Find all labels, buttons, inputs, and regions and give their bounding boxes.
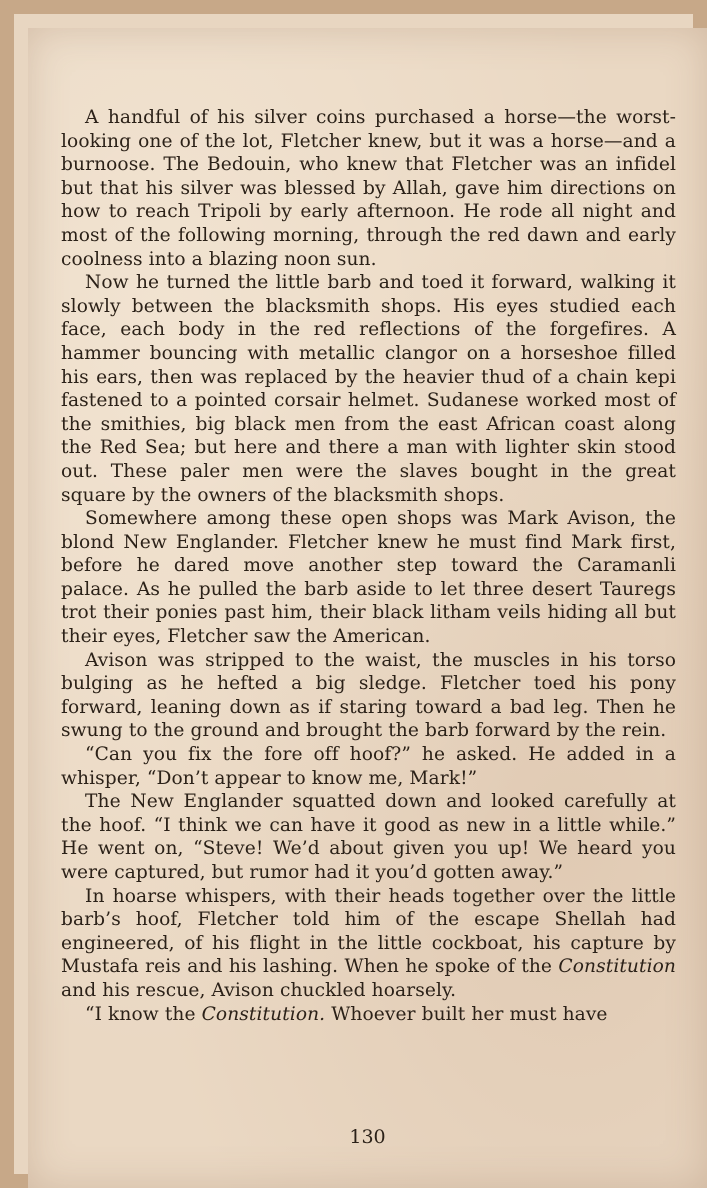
paragraph-1: A handful of his silver coins purchased a horse—the worst-looking one of the lot, Fletcher knew, but it was a horse—and a burnoose. The Bedouin, who knew that Fletcher was an infidel but that his silver was blessed by Allah, gave him directions on how to reach Tripoli by early afternoon. He rode all night and most of the following morning, through the red dawn and early coolness into a blazing noon sun. <box>61 107 676 270</box>
paragraph-2: Now he turned the little barb and toed it forward, walking it slowly between the blacksmith shops. His eyes studied each face, each body in the red reflections of the forgefires. A hammer bouncing with metallic clangor on a horseshoe filled his ears, then was replaced by the heavier thud of a chain kepi fastened to a pointed corsair helmet. Sudanese worked most of the smithies, big black men from the east African coast along the Red Sea; but here and there a man with lighter skin stood out. These paler men were the slaves bought in the great square by the owners of the blacksmith shops. <box>61 272 676 506</box>
body-text <box>61 106 676 1116</box>
page-number: 130 <box>349 1126 386 1148</box>
paragraph-6: The New Englander squatted down and looked carefully at the hoof. “I think we can have it good as new in a little while.” He went on, “Steve! We’d about given you up! We heard you were captured, but rumor had it you’d gotten away.” <box>61 791 676 883</box>
book-page <box>28 28 707 1188</box>
paragraph-7: In hoarse whispers, with their heads together over the little barb’s hoof, Fletcher told him of the escape Shellah had engineered, of his flight in the little cockboat, his capture by Mustafa reis and his lashing. When he spoke of the Constitution and his rescue, Avison chuckled hoarsely. <box>61 885 676 1001</box>
paragraph-4: Avison was stripped to the waist, the muscles in his torso bulging as he hefted a big sledge. Fletcher toed his pony forward, leaning down as if staring toward a bad leg. Then he swung to the ground and brought the barb forward by the rein. <box>61 649 676 742</box>
paragraph-5: “Can you fix the fore off hoof?” he asked. He added in a whisper, “Don’t appear to know me, Mark!” <box>61 744 676 789</box>
paragraph-8: “I know the Constitution. Whoever built her must have <box>85 1003 608 1025</box>
paragraph-3: Somewhere among these open shops was Mark Avison, the blond New Englander. Fletcher knew he must find Mark first, before he dared move another step toward the Caramanli palace. As he pulled the barb aside to let three desert Tauregs trot their ponies past him, their black litham veils hiding all but their eyes, Fletcher saw the American. <box>61 508 676 648</box>
